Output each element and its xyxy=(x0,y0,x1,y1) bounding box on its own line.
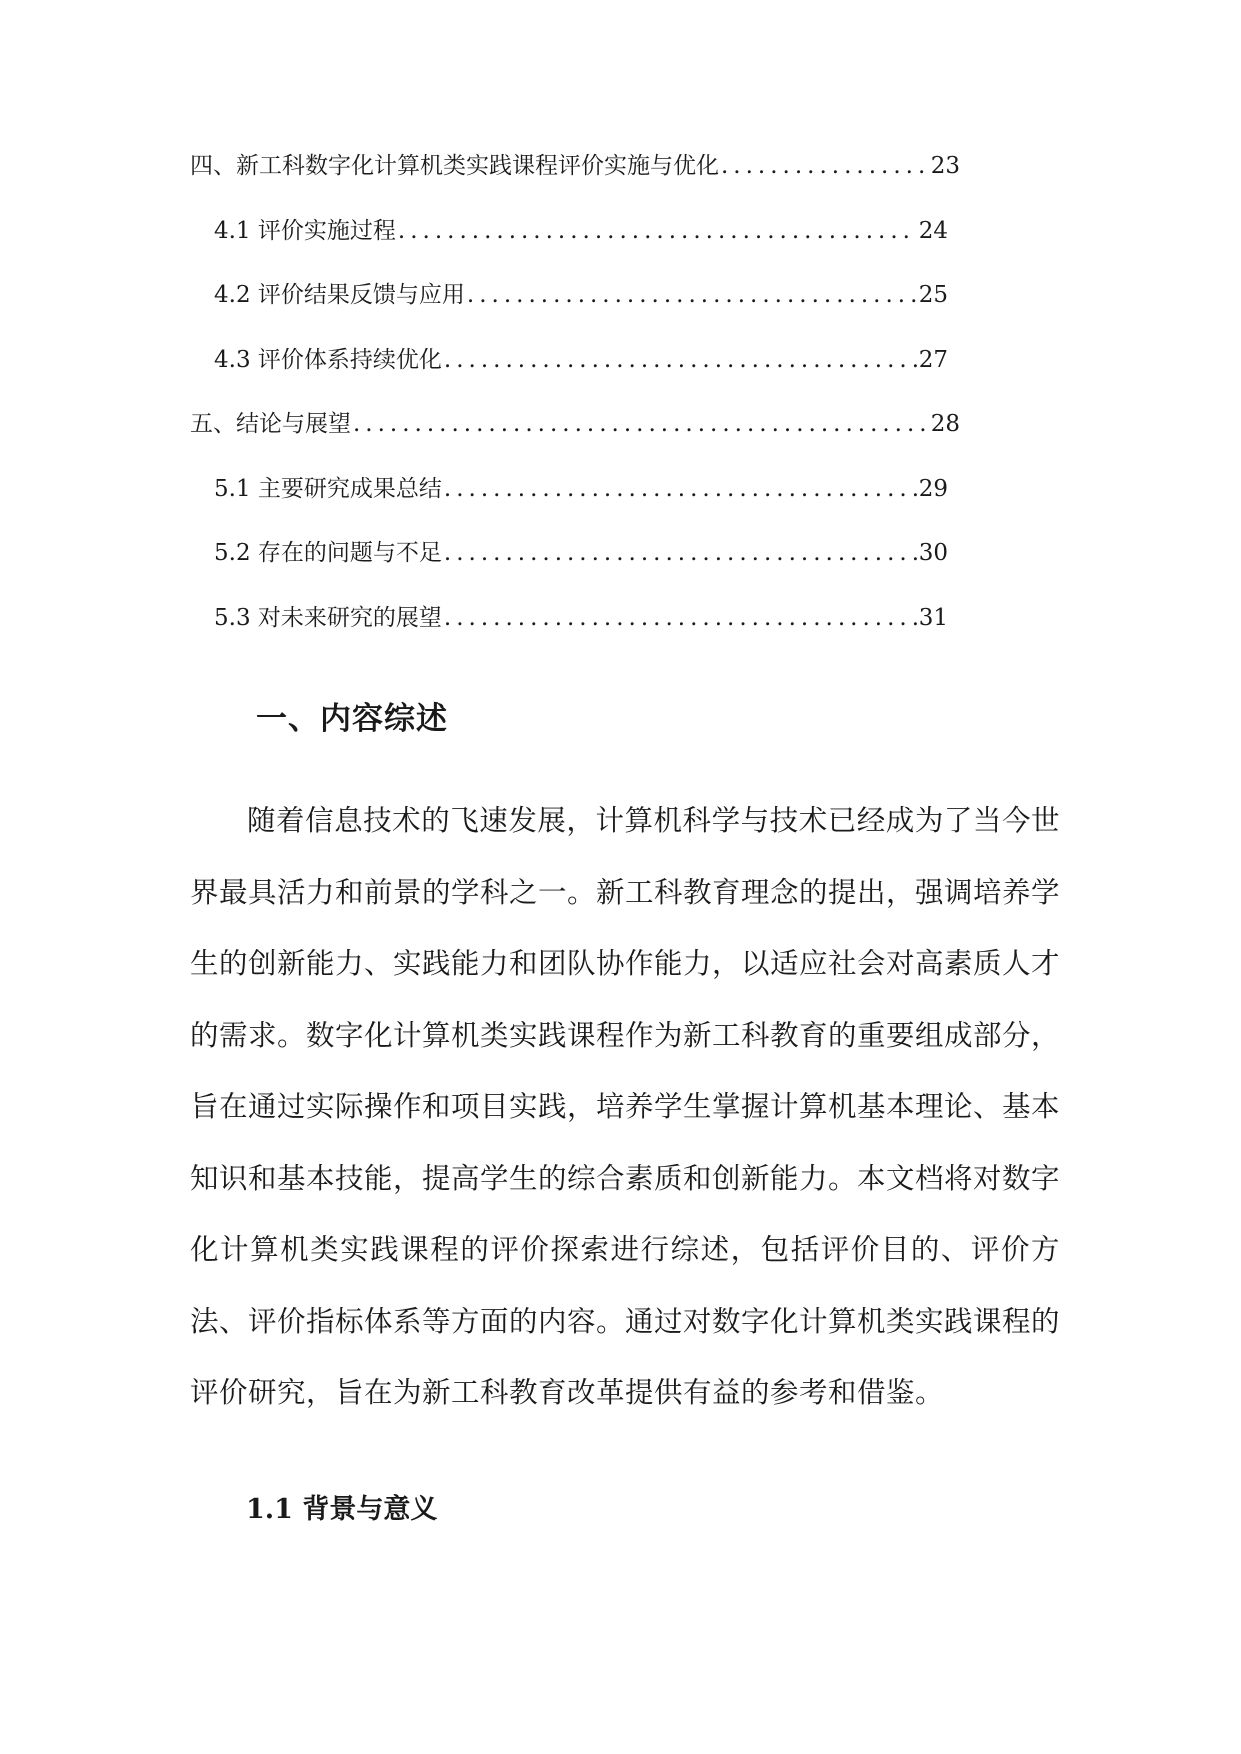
toc-entry[interactable] xyxy=(190,275,960,340)
toc-entry[interactable] xyxy=(190,598,960,663)
table-of-contents xyxy=(190,146,960,662)
body-paragraph: 随着信息技术的飞速发展，计算机科学与技术已经成为了当今世界最具活力和前景的学科之一。新工科教育理念的提出，强调培养学生的创新能力、实践能力和团队协作能力，以适应社会对高素质人才的需求。数字化计算机类实践课程作为新工科教育的重要组成部分，旨在通过实际操作和项目实践，培养学生掌握计算机基本理论、基本知识和基本技能，提高学生的综合素质和创新能力。本文档将对数字化计算机类实践课程的评价探索进行综述，包括评价目的、评价方法、评价指标体系等方面的内容。通过对数字化计算机类实践课程的评价研究，旨在为新工科教育改革提供有益的参考和借鉴。 xyxy=(190,804,1061,1409)
toc-entry-title: 5.1 主要研究成果总结 xyxy=(214,475,442,502)
toc-entry-title: 5.3 对未来研究的展望 xyxy=(214,604,442,631)
toc-entry-title: 四、新工科数字化计算机类实践课程评价实施与优化 xyxy=(190,153,719,179)
toc-page-number: 30 xyxy=(918,540,948,566)
toc-page-number: 28 xyxy=(930,411,960,437)
toc-dot-leader xyxy=(444,598,917,638)
toc-dot-leader xyxy=(467,275,917,315)
toc-entry[interactable] xyxy=(190,146,960,211)
toc-page-number: 24 xyxy=(918,217,948,244)
toc-page-number: 25 xyxy=(918,282,948,308)
toc-dot-leader xyxy=(721,146,929,186)
toc-entry[interactable] xyxy=(190,469,960,534)
toc-entry-title: 4.3 评价体系持续优化 xyxy=(214,346,442,373)
toc-page-number: 23 xyxy=(930,153,960,179)
toc-dot-leader xyxy=(398,211,917,251)
section-heading: 一、内容综述 xyxy=(256,701,448,737)
toc-entry[interactable] xyxy=(190,533,960,598)
toc-page-number: 27 xyxy=(918,346,948,373)
toc-dot-leader xyxy=(444,469,917,509)
subsection-heading: 1.1 背景与意义 xyxy=(246,1494,438,1525)
toc-dot-leader xyxy=(353,404,929,444)
toc-entry-title: 4.1 评价实施过程 xyxy=(214,217,396,244)
toc-dot-leader xyxy=(444,340,917,380)
toc-page-number: 31 xyxy=(918,604,948,631)
toc-page-number: 29 xyxy=(918,475,948,502)
toc-entry-title: 5.2 存在的问题与不足 xyxy=(214,540,442,566)
toc-entry-title: 4.2 评价结果反馈与应用 xyxy=(214,282,465,308)
toc-entry[interactable] xyxy=(190,340,960,405)
toc-entry[interactable] xyxy=(190,404,960,469)
toc-entry[interactable] xyxy=(190,211,960,276)
toc-dot-leader xyxy=(444,533,917,573)
toc-entry-title: 五、结论与展望 xyxy=(190,411,351,437)
